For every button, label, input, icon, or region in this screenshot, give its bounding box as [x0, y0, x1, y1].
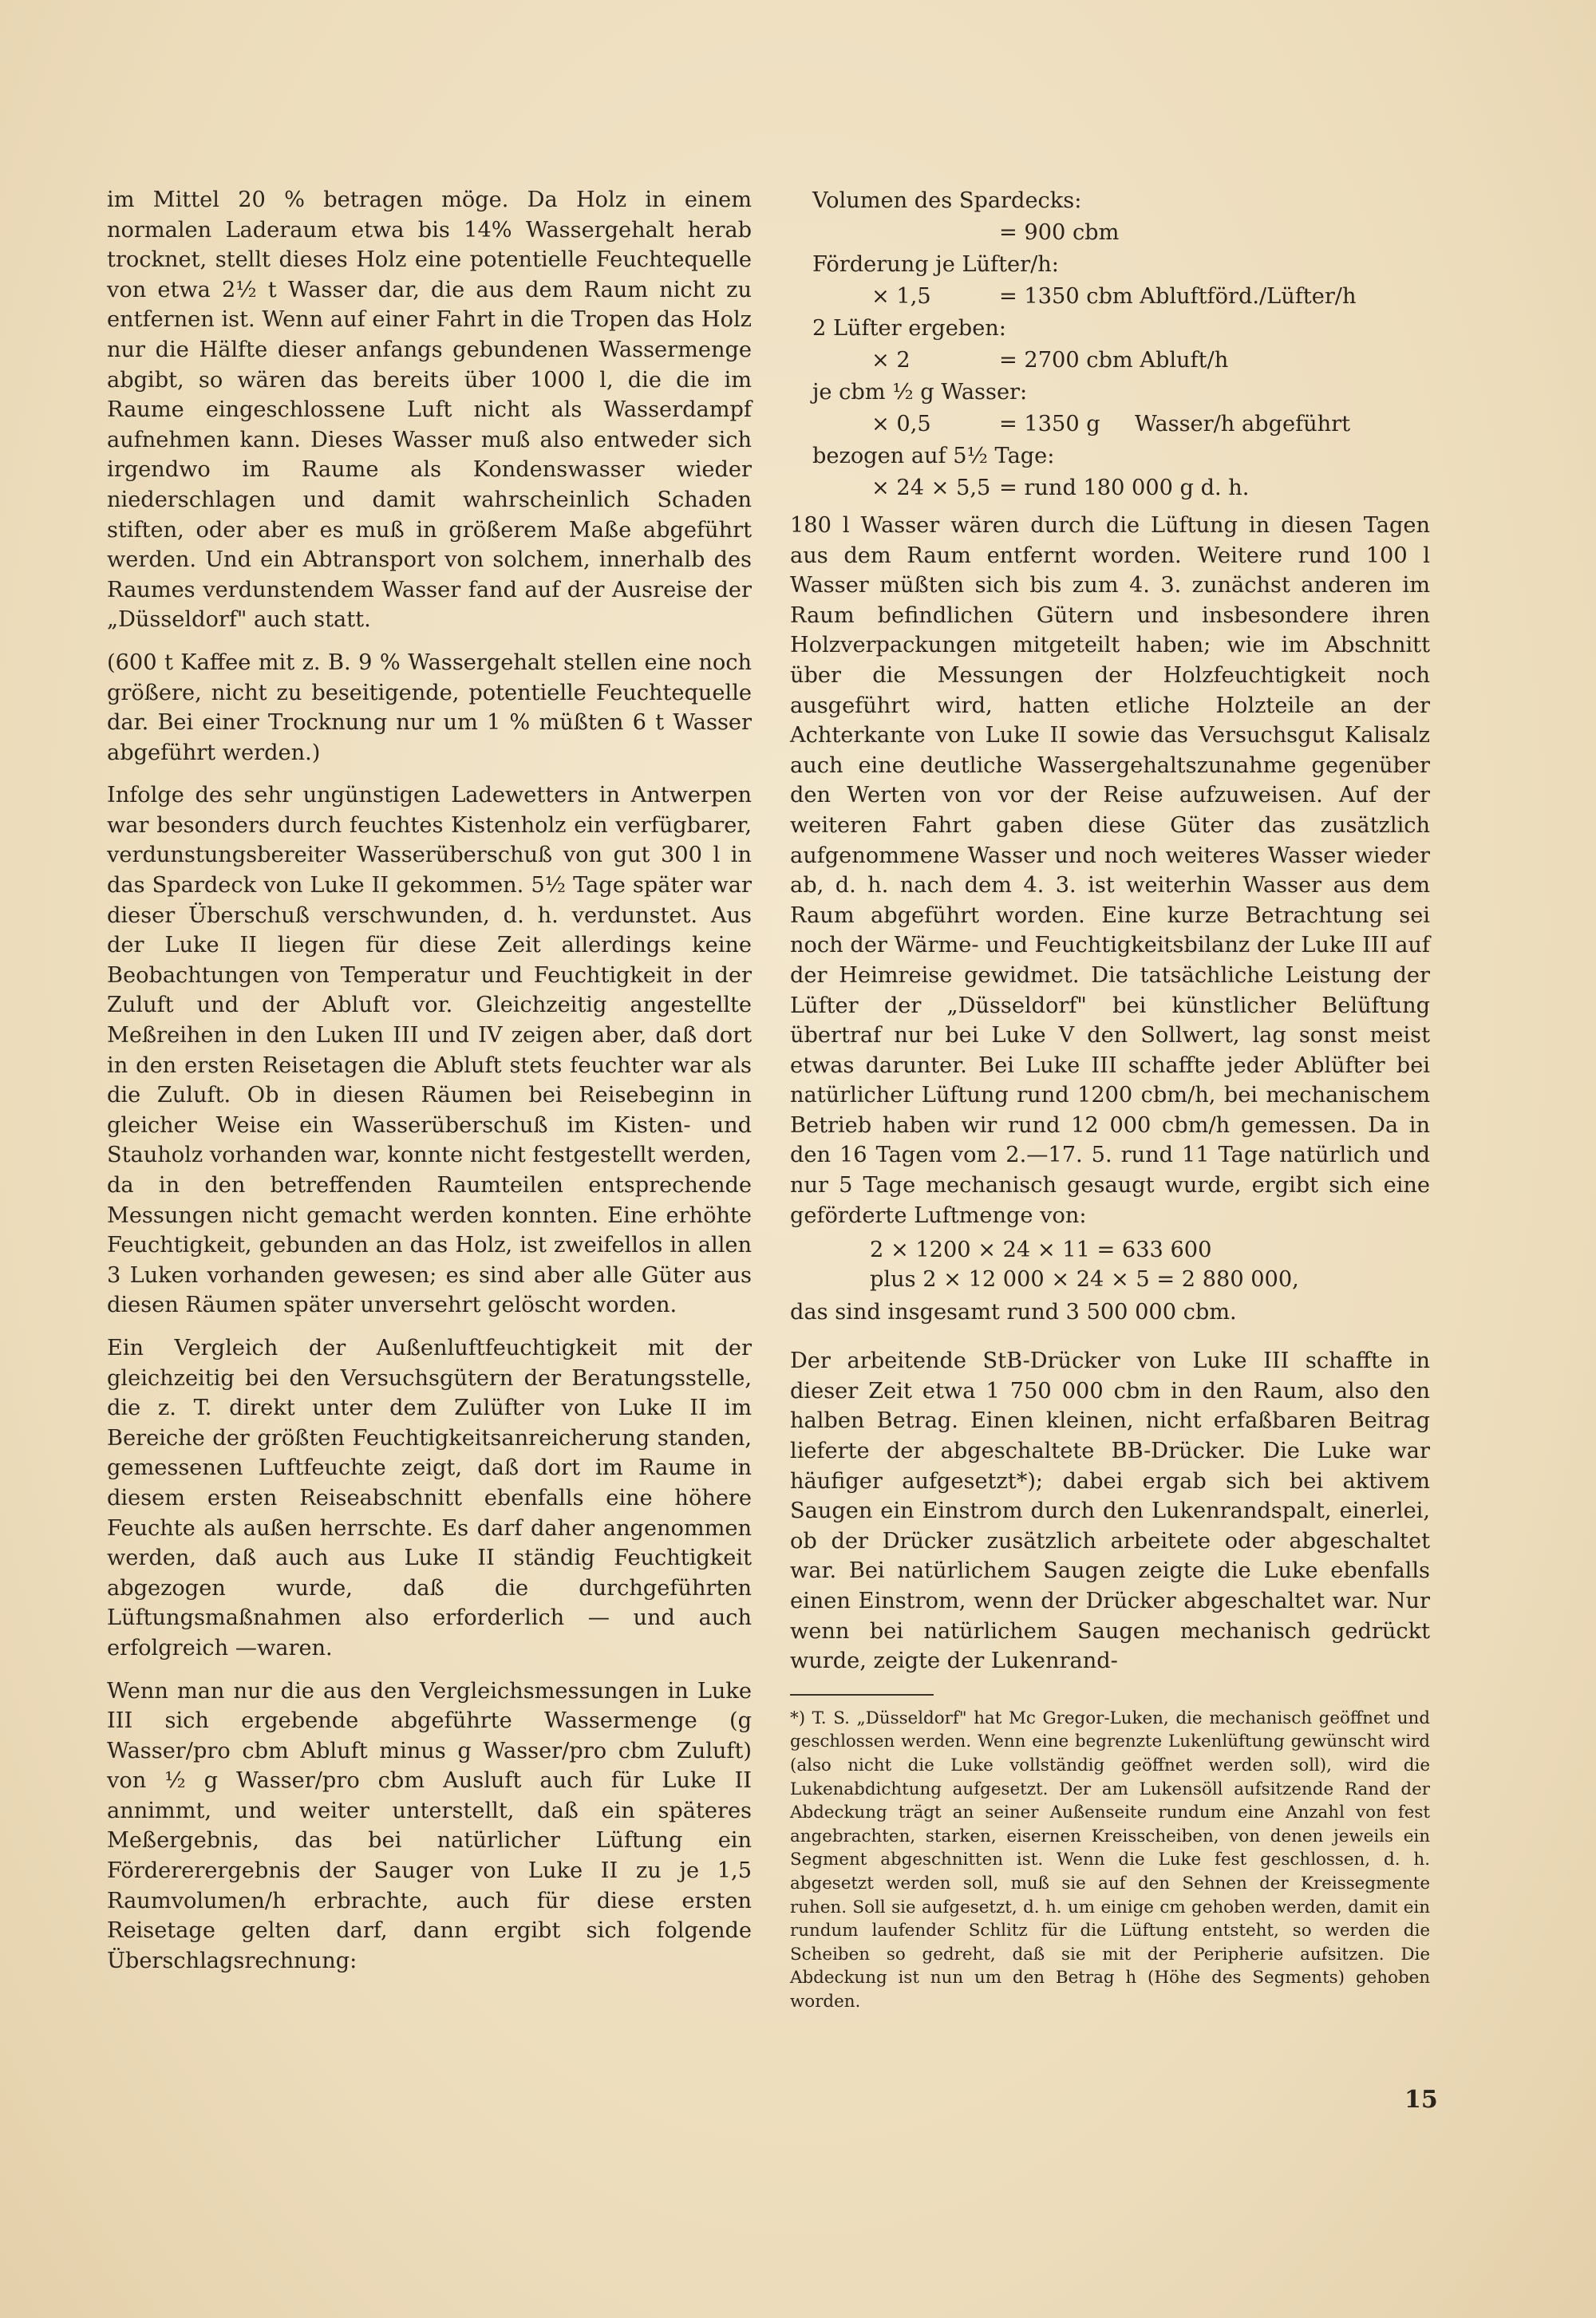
calc-row [790, 217, 1430, 249]
calc-row [790, 409, 1430, 440]
footnote [790, 1707, 1430, 2014]
footnote-divider [790, 1694, 934, 1696]
calc-result: = 1350 cbm Abluftförd./Lüfter/h [999, 284, 1357, 309]
paragraph: Ein Vergleich der Außenluftfeuchtigkeit mit der gleichzeitig bei den Versuchsgütern der Beratungsstelle, die z. T. direkt unter dem Zulüfter von Luke II im Bereiche der größten Feuchtigkeitsanreicherung standen, gemessenen Luftfeuchte zeigt, daß dort im Raume in diesem ersten Reiseabschnitt ebenfalls eine höhere Feuchte als außen herrschte. Es darf daher angenommen werden, daß auch aus Luke II ständig Feuchtigkeit abgezogen wurde, daß die durchgeführten Lüftungsmaßnahmen also erforderlich — und auch erfolgreich —waren. [107, 1335, 752, 1661]
calc-row [790, 345, 1430, 377]
calc-operator [790, 217, 950, 249]
calc-result: = rund 180 000 g d. h. [999, 476, 1250, 500]
right-column [790, 185, 1430, 2014]
calc-operator: × 1,5 [871, 284, 931, 309]
paragraph: Infolge des sehr ungünstigen Ladewetters in Antwerpen war besonders durch feuchtes Kistenholz ein verfügbarer, verdunstungsbereiter Wasserüberschuß von gut 300 l in das Spardeck von Luke II gekommen. 5½ Tage später war dieser Überschuß verschwunden, d. h. verdunstet. Aus der Luke II liegen für diese Zeit allerdings keine Beobachtungen von Temperatur und Feuchtigkeit in der Zuluft und der Abluft vor. Gleichzeitig angestellte Meßreihen in den Luken III und IV zeigen aber, daß dort in den ersten Reisetagen die Abluft stets feuchter war als die Zuluft. Ob in diesen Räumen bei Reisebeginn in gleicher Weise ein Wasserüberschuß im Kisten- und Stauholz vorhanden war, konnte nicht festgestellt werden, da in den betreffenden Raumteilen entsprechende Messungen nicht gemacht werden konnten. Eine erhöhte Feuchtigkeit, gebunden an das Holz, ist zweifellos in allen 3 Luken vorhanden gewesen; es sind aber alle Güter aus diesen Räumen später unversehrt gelöscht worden. [107, 783, 752, 1318]
paragraph: Wenn man nur die aus den Vergleichsmessungen in Luke III sich ergebende abgeführte Wassermenge (g Wasser/pro cbm Abluft minus g Wasser/pro cbm Zuluft) von ½ g Wasser/pro cbm Ausluft auch für Luke II annimmt, und weiter unterstellt, daß ein späteres Meßergebnis, das bei natürlicher Lüftung ein Fördererergebnis der Sauger von Luke II zu je 1,5 Raumvolumen/h erbrachte, auch für diese ersten Reisetage gelten darf, dann ergibt sich folgende Überschlagsrechnung: [107, 1678, 752, 1973]
footnote-text: *) T. S. „Düsseldorf" hat Mc Gregor-Luken, die mechanisch geöffnet und geschlossen werden. Wenn eine begrenzte Lukenlüftung gewünscht wird (also nicht die Luke vollständig geöffnet werden soll), wird die Lukenabdichtung aufgesetzt. Der am Lukensöll aufsitzende Rand der Abdeckung trägt an seiner Außenseite rundum eine Anzahl von fest angebrachten, starken, eisernen Kreisscheiben, von denen jeweils ein Segment abgeschnitten ist. Wenn die Luke fest geschlossen, d. h. abgesetzt werden soll, muß sie auf den Sehnen der Kreissegmente ruhen. Soll sie aufgesetzt, d. h. um einige cm gehoben werden, damit ein rundum laufender Schlitz für die Lüftung entsteht, so werden die Scheiben so gedreht, daß sie mit der Peripherie aufsitzen. Die Abdeckung ist nun um den Betrag h (Höhe des Segments) gehoben worden. [790, 1708, 1430, 2012]
calc-result: = 900 cbm [999, 220, 1120, 245]
left-column [107, 185, 752, 1988]
calc-label: bezogen auf 5½ Tage: [812, 444, 1055, 468]
calc-operator: × 2 [871, 348, 911, 373]
page-number: 15 [1404, 2086, 1438, 2114]
calc-row [790, 281, 1430, 313]
calc-result: = 2700 cbm Abluft/h [999, 348, 1229, 373]
calc-row [790, 472, 1430, 504]
paragraph: (600 t Kaffee mit z. B. 9 % Wassergehalt stellen eine noch größere, nicht zu beseitigende, potentielle Feuchtequelle dar. Bei einer Trocknung nur um 1 % müßten 6 t Wasser abgeführt werden.) [107, 650, 752, 765]
calc-label: Volumen des Spardecks: [812, 188, 1082, 213]
equation-line: plus 2 × 12 000 × 24 × 5 = 2 880 000, [870, 1267, 1299, 1293]
equation-line: 2 × 1200 × 24 × 11 = 633 600 [870, 1238, 1212, 1263]
equation-sum: das sind insgesamt rund 3 500 000 cbm. [790, 1300, 1237, 1325]
calc-label: Förderung je Lüfter/h: [812, 252, 1059, 277]
calc-operator: × 0,5 [871, 412, 931, 436]
calc-label: 2 Lüfter ergeben: [812, 316, 1006, 341]
paragraph: im Mittel 20 % betragen möge. Da Holz in einem normalen Laderaum etwa bis 14% Wassergehalt herab trocknet, stellt dieses Holz eine potentielle Feuchtequelle von etwa 2½ t Wasser dar, die aus dem Raum nicht zu entfernen ist. Wenn auf einer Fahrt in die Tropen das Holz nur die Hälfte dieser anfangs gebundenen Wassermenge abgibt, so wären das bereits über 1000 l, die die im Raume eingeschlossene Luft nicht als Wasserdampf aufnehmen kann. Dieses Wasser muß also entweder sich irgendwo im Raume als Kondenswasser wieder niederschlagen und damit wahrscheinlich Schaden stiften, oder aber es muß in größerem Maße abgeführt werden. Und ein Abtransport von solchem, innerhalb des Raumes verdunstendem Wasser fand auf der Ausreise der „Düsseldorf" auch statt. [107, 188, 752, 633]
calculation-block [790, 185, 1430, 506]
calc-result: = 1350 g Wasser/h abgeführt [999, 412, 1351, 436]
calc-operator: × 24 × 5,5 [871, 476, 991, 500]
paragraph: Der arbeitende StB-Drücker von Luke III schaffte in dieser Zeit etwa 1 750 000 cbm in den Raum, also den halben Betrag. Einen kleinen, nicht erfaßbaren Beitrag lieferte der abgeschaltete BB-Drücker. Die Luke war häufiger aufgesetzt*); dabei ergab sich bei aktivem Saugen ein Einstrom durch den Lukenrandspalt, einerlei, ob der Drücker zusätzlich arbeitete oder abgeschaltet war. Bei natürlichem Saugen zeigte die Luke ebenfalls einen Einstrom, wenn der Drücker abgeschaltet war. Nur wenn bei natürlichem Saugen mechanisch gedrückt wurde, zeigte der Lukenrand- [790, 1349, 1430, 1674]
paragraph: 180 l Wasser wären durch die Lüftung in diesen Tagen aus dem Raum entfernt worden. Weitere rund 100 l Wasser müßten sich bis zum 4. 3. zunächst anderen im Raum befindlichen Gütern und insbesondere ihren Holzverpackungen mitgeteilt haben; wie im Abschnitt über die Messungen der Holzfeuchtigkeit noch ausgeführt wird, hatten etliche Holzteile an der Achterkante von Luke II sowie das Versuchsgut Kalisalz auch eine deutliche Wassergehaltszunahme gegenüber den Werten von vor der Reise aufzuweisen. Auf der weiteren Fahrt gaben diese Güter das zusätzlich aufgenommene Wasser und noch weiteres Wasser wieder ab, d. h. nach dem 4. 3. ist weiterhin Wasser aus dem Raum abgeführt worden. Eine kurze Betrachtung sei noch der Wärme- und Feuchtigkeitsbilanz der Luke III auf der Heimreise gewidmet. Die tatsächliche Leistung der Lüfter der „Düsseldorf" bei künstlicher Belüftung übertraf nur bei Luke V den Sollwert, lag sonst meist etwas darunter. Bei Luke III schaffte jeder Ablüfter bei natürlicher Lüftung rund 1200 cbm/h, bei mechanischem Betrieb haben wir rund 12 000 cbm/h gemessen. Da in den 16 Tagen vom 2.—17. 5. rund 11 Tage natürlich und nur 5 Tage mechanisch gesaugt wurde, ergibt sich eine geförderte Luftmenge von: [790, 513, 1430, 1228]
calc-label: je cbm ½ g Wasser: [812, 380, 1028, 405]
